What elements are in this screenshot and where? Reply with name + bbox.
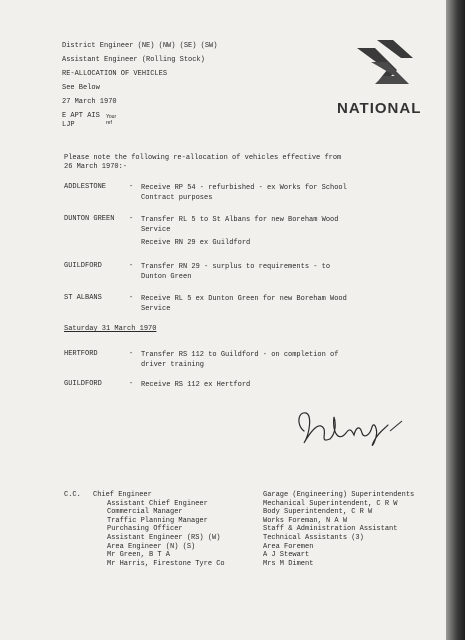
cc-list-left (93, 491, 225, 568)
entry-place: GUILDFORD (64, 380, 102, 388)
entry-line-1: Receive RL 5 ex Dunton Green for new Boreham Wood (141, 295, 347, 303)
ourref-value: E APT AIS (62, 112, 100, 120)
handwritten-signature (290, 403, 410, 453)
entry-dash: - (129, 380, 134, 388)
entry-dash: - (129, 215, 134, 223)
entry-dash: - (129, 294, 134, 302)
cc-list-right (263, 491, 414, 568)
entry-place: HERTFORD (64, 350, 98, 358)
yourref-label: Your ref (106, 114, 117, 126)
entry-line-1: Receive RP 54 - refurbished - ex Works for School (141, 184, 347, 192)
cc-item: Staff & Administration Assistant (263, 525, 398, 534)
entry-place: DUNTON GREEN (64, 215, 115, 223)
entry-line-2: Service (141, 305, 171, 313)
entry-line-1: Transfer RN 29 - surplus to requirements - to (141, 263, 331, 271)
ref-line-2: LJP (62, 121, 75, 129)
entry-place: ADDLESTONE (64, 183, 107, 191)
cc-item: Purchasing Officer (107, 525, 183, 534)
cc-item: Mrs M Diment (263, 559, 314, 568)
intro-line-2: 26 March 1970:- (64, 163, 128, 171)
subject-value: RE-ALLOCATION OF VEHICLES (62, 70, 168, 78)
entry-place: GUILDFORD (64, 262, 102, 270)
cc-item: Garage (Engineering) Superintendents (263, 491, 415, 499)
cc-item: Works Foreman, N A W (263, 516, 348, 525)
entry-line-1: Transfer RS 112 to Guildford - on completion of (141, 351, 339, 359)
national-double-arrow-logo (357, 40, 413, 92)
national-logo-text: NATIONAL (337, 100, 422, 117)
cc-item: Mr Green, B T A (107, 551, 171, 560)
entry-line-1: Receive RN 29 ex Guildford (141, 239, 251, 247)
cc-item: Area Engineer (N) (S) (107, 542, 196, 551)
saturday-heading: Saturday 31 March 1970 (64, 325, 157, 333)
cc-label: C.C. (64, 491, 81, 499)
date-value: 27 March 1970 (62, 98, 117, 106)
intro-line-1: Please note the following re-allocation of vehicles effective from (64, 154, 342, 162)
entry-line-1: Receive RS 112 ex Hertford (141, 381, 251, 389)
cc-item: A J Stewart (263, 551, 310, 560)
from-value: Assistant Engineer (Rolling Stock) (62, 56, 205, 64)
book-binding-edge (446, 0, 465, 640)
cc-item: Assistant Chief Engineer (107, 499, 208, 508)
copies-value: See Below (62, 84, 100, 92)
cc-item: Area Foremen (263, 542, 314, 551)
cc-item: Mr Harris, Firestone Tyre Co (107, 559, 225, 568)
cc-item: Chief Engineer (93, 491, 152, 499)
entry-dash: - (129, 262, 134, 270)
entry-line-2: driver training (141, 361, 205, 369)
entry-line-2: Service (141, 226, 171, 234)
entry-line-1: Transfer RL 5 to St Albans for new Boreham Wood (141, 216, 339, 224)
cc-item: Body Superintendent, C R W (263, 508, 373, 517)
cc-item: Assistant Engineer (RS) (W) (107, 533, 221, 542)
cc-item: Technical Assistants (3) (263, 533, 364, 542)
entry-line-2: Contract purposes (141, 194, 213, 202)
cc-item: Traffic Planning Manager (107, 516, 208, 525)
entry-dash: - (129, 350, 134, 358)
entry-place: ST ALBANS (64, 294, 102, 302)
entry-line-2: Dunton Green (141, 273, 192, 281)
entry-dash: - (129, 183, 134, 191)
cc-item: Mechanical Superintendent, C R W (263, 499, 398, 508)
cc-item: Commercial Manager (107, 508, 183, 517)
to-value: District Engineer (NE) (NW) (SE) (SW) (62, 42, 218, 50)
